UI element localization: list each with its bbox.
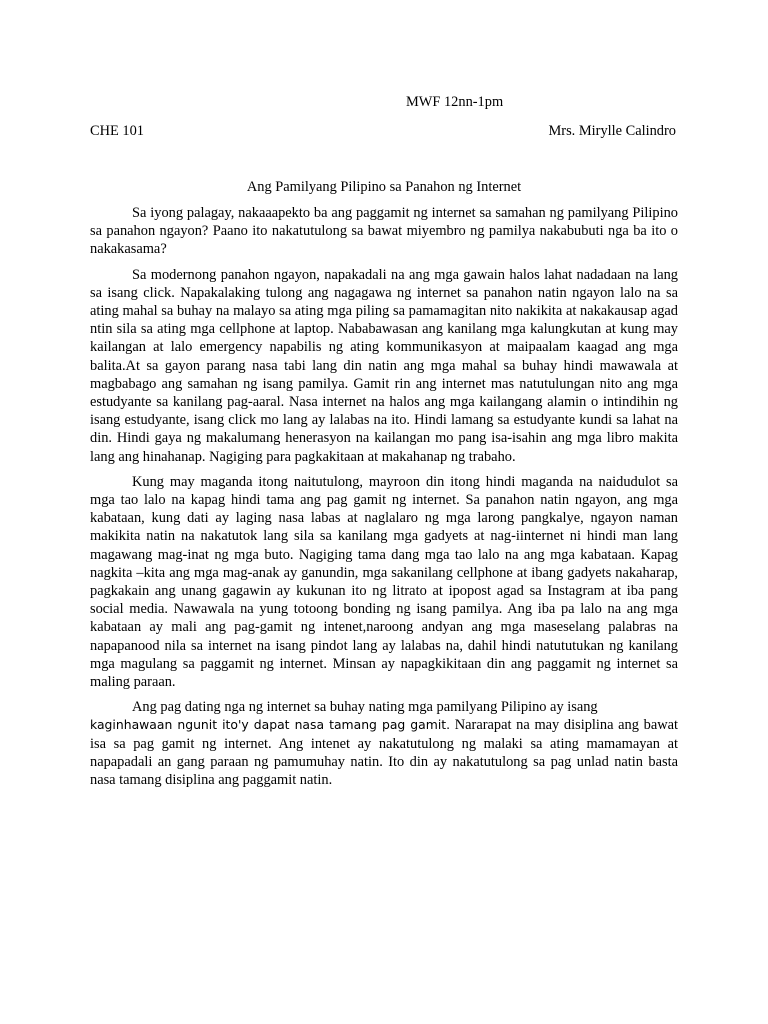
paragraph-4-part-1: Ang pag dating nga ng internet sa buhay nating mga pamilyang Pilipino ay isang [132, 699, 598, 716]
paragraph-3: Kung may maganda itong naitutulong, mayroon din itong hindi maganda na naidudulot sa mga tao lalo na kapag hindi tama ang pag gamit ng internet. Sa panahon natin ngayon, ang mga kabataan, kung dati ay laging nasa labas at naglalaro ng mga larong pangkalye, ngayon naman makikita natin na nakatutok lang sila sa kanilang mga gadyets at nag-iinternet ni hindi man lang magawang mag-inat ng mga buto. Nagiging tama dang mga tao lalo na ang mga kabataan. Kapag nagkita –kita ang mga mag-anak ay ganundin, mga sakanilang cellphone at ibang gadyets nakaharap, pagkakain ang unang gagawin ay kukunan ito ng litrato at ipopost agad sa Instagram at iba pang social media. Nawawala na yung totoong bonding ng isang pamilya. Ang iba pa lalo na ang mga kabataan ay mali ang pag-gamit ng intenet,naroong andyan ang mga maseselang palabras na napapanood nila sa internet na isang pindot lang ay lalabas na, dahil hindi natututukan ng kanilang mga magulang sa paggamit ng internet. Minsan ay napagkikitaan din ang paggamit ng internet sa maling paraan. [90, 473, 678, 691]
course-code: CHE 101 [90, 123, 144, 139]
essay-body [90, 204, 678, 796]
class-schedule: MWF 12nn-1pm [406, 94, 504, 110]
paragraph-4-sans-run: kaginhawaan ngunit ito'y dapat nasa tamang pag gamit. [90, 717, 451, 733]
essay-title: Ang Pamilyang Pilipino sa Panahon ng Internet [246, 179, 522, 195]
paragraph-2: Sa modernong panahon ngayon, napakadali na ang mga gawain halos lahat nadadaan na lang sa isang click. Napakalaking tulong ang nagagawa ng internet sa panahon natin ngayon lalo na sa ating mahal sa buhay na malayo sa ating mga piling sa pamamagitan nito nakikita at nakakausap agad ntin sila sa ating mga cellphone at laptop. Nababawasan ang kanilang mga kalungkutan at kung may kailangan at lalo emergency napabilis ng ating kommunikasyon at maipaalam kaagad ang mga balita.At sa gayon parang nasa tabi lang din natin ang mga mahal sa buhay hindi mawawala at magbabago ang samahan ng isang pamilya. Gamit rin ang internet mas natutulungan nito ang mga estudyante sa kanilang pag-aaral. Nasa internet na halos ang mga kailangang alamin o intindihin ng isang estudyante, isang click mo lang ay lalabas na ito. Hindi lamang sa estudyante kundi sa lahat na din. Hindi gaya ng makalumang henerasyon na kailangan mo pang isa-isahin ang mga libro makita lang ang hinahanap. Nagiging para pagkakitaan at makahanap ng trabaho. [90, 266, 678, 465]
teacher-name: Mrs. Mirylle Calindro [548, 123, 676, 139]
paragraph-4-part-3: Nararapat na may disiplina ang bawat isa sa pag gamit ng internet. Ang intenet ay nakatutulong ng malaki sa ating mamamayan at napapadali an gang paraan ng pamumuhay natin. Ito din ay nakatutulong sa pag unlad natin basta nasa tamang disiplina ang paggamit natin. [90, 717, 678, 789]
paragraph-4 [90, 698, 678, 789]
paragraph-1: Sa iyong palagay, nakaaapekto ba ang paggamit ng internet sa samahan ng pamilyang Pilipino sa panahon ngayon? Paano ito nakatutulong sa bawat miyembro ng pamilya nakabubuti nga ba ito o nakakasama? [90, 205, 678, 258]
